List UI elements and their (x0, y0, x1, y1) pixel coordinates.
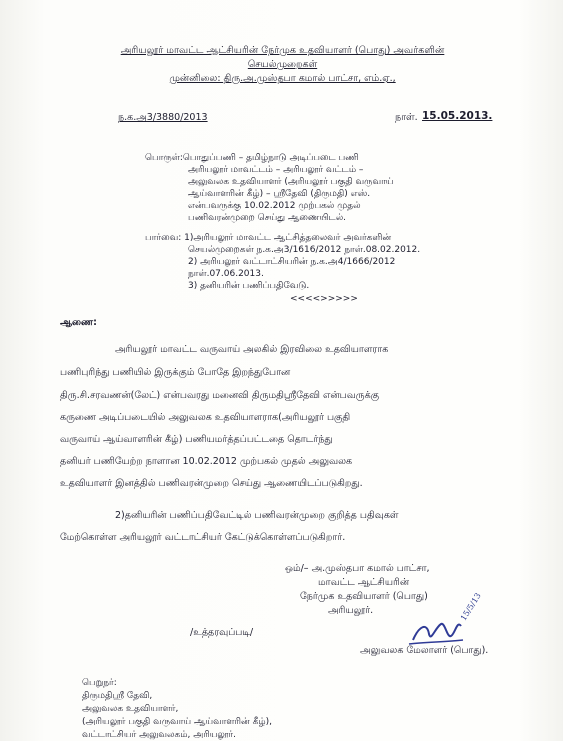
order-heading: ஆணை: (60, 317, 97, 328)
signature-line: அரியலூர். (328, 605, 374, 616)
subject-line: என்பவருக்கு 10.02.2012 முற்பகல் முதல் (188, 201, 361, 211)
reference-date-label: நாள். (395, 112, 418, 123)
paragraph-line: அரியலூர் மாவட்ட வருவாய் அலகில் இரவிலை உதவியாளராக (115, 344, 389, 355)
office-manager-sign: அலுவலக மேலாளர் (பொது). (360, 645, 489, 656)
reference-line: பார்வை: 1)அரியலூர் மாவட்ட ஆட்சித்தலைவர் அவர்களின் (145, 233, 392, 243)
paragraph-line: பணிபுரிந்து பணியில் இருக்கும் போதே இறந்துபோன (60, 367, 291, 378)
reference-line: 3) தனியரின் பணிப்பதிவேடு. (188, 281, 310, 291)
subject-line: பணிவரன்முறை செய்து ஆணையிடல். (188, 213, 347, 223)
handwritten-date: 15/5/13 (458, 591, 483, 623)
paragraph-line: உதவியாளர் இனத்தில் பணிவரன்முறை செய்து ஆணையிடப்படுகிறது. (60, 478, 363, 489)
header-line-2: செயல்முறைகள் (247, 59, 318, 70)
paragraph-line: கருணை அடிப்படையில் அலுவலக உதவியாளராக(அரியலூர் பகுதி (60, 412, 351, 423)
paragraph-line: திரு.சி.சரவணன்(லேட்) என்பவரது மனைவி திருமதிஸ்ரீதேவி என்பவருக்கு (60, 390, 380, 401)
recipient-line: வட்டாட்சியர் அலுவலகம், அரியலூர். (82, 730, 236, 740)
reference-number: ந.க.அ3/3880/2013 (118, 112, 208, 123)
paragraph-line: வருவாய் ஆய்வாளரின் கீழ்) பணியமர்த்தப்பட்டதை தொடர்ந்து (60, 434, 333, 445)
signature-line: ஒம்/– அ.முஸ்தபா கமால் பாட்சா, (285, 563, 430, 574)
paragraph-line: 2)தனியரின் பணிப்பதிவேட்டில் பணிவரன்முறை குறித்த பதிவுகள் (115, 510, 399, 521)
subject-line: ஆய்வாளரின் கீழ்) – ஸ்ரீதேவி (திருமதி) எஸ். (188, 189, 371, 199)
header-line-1: அரியலூர் மாவட்ட ஆட்சியரின் நேர்முக உதவியாளர் (பொது) அவர்களின் (120, 45, 445, 56)
signature-line: மாவட்ட ஆட்சியரின் (318, 577, 410, 588)
reference-line: 2) அரியலூர் வட்டாட்சியரின் ந.க.அ4/1666/2012 (188, 257, 396, 267)
paragraph-line: மேற்கொள்ள அரியலூர் வட்டாட்சியர் கேட்டுக்கொள்ளப்படுகிறார். (60, 532, 346, 543)
recipient-line: (அரியலூர் பகுதி வருவாய் ஆய்வாளரின் கீழ்), (82, 717, 272, 727)
subject-line: அரியலூர் மாவட்டம் – அரியலூர் வட்டம் – (188, 165, 364, 175)
true-copy-label: /உத்தரவுப்படி/ (190, 627, 254, 638)
recipient-heading: பெறுநர்: (82, 678, 117, 688)
reference-line: செயல்முறைகள் ந.க.அ3/1616/2012 நாள்.08.02.2012. (188, 245, 421, 255)
subject-line: அலுவலக உதவியாளர் (அரியலூர் பகுதி வருவாய் (188, 177, 394, 187)
signature-line: நேர்முக உதவியாளர் (பொது) (300, 591, 428, 602)
recipient-line: அலுவலக உதவியாளர், (82, 704, 179, 714)
subject-line: பொருள்:பொதுப்பணி – தமிழ்நாடு அடிப்படை பணி (145, 153, 359, 163)
reference-date: 15.05.2013. (422, 110, 493, 122)
reference-line: நாள்.07.06.2013. (188, 269, 264, 279)
paragraph-line: தனியர் பணியேற்ற நாளான 10.02.2012 முற்பகல் முதல் அலுவலக (60, 456, 353, 467)
separator: <<<<>>>>> (290, 294, 358, 304)
recipient-line: திருமதிஸ்ரீ தேவி, (82, 691, 153, 701)
header-line-3: முன்னிலை: திரு.அ.முஸ்தபா கமால் பாட்சா, எம்.ஏ., (169, 73, 396, 84)
